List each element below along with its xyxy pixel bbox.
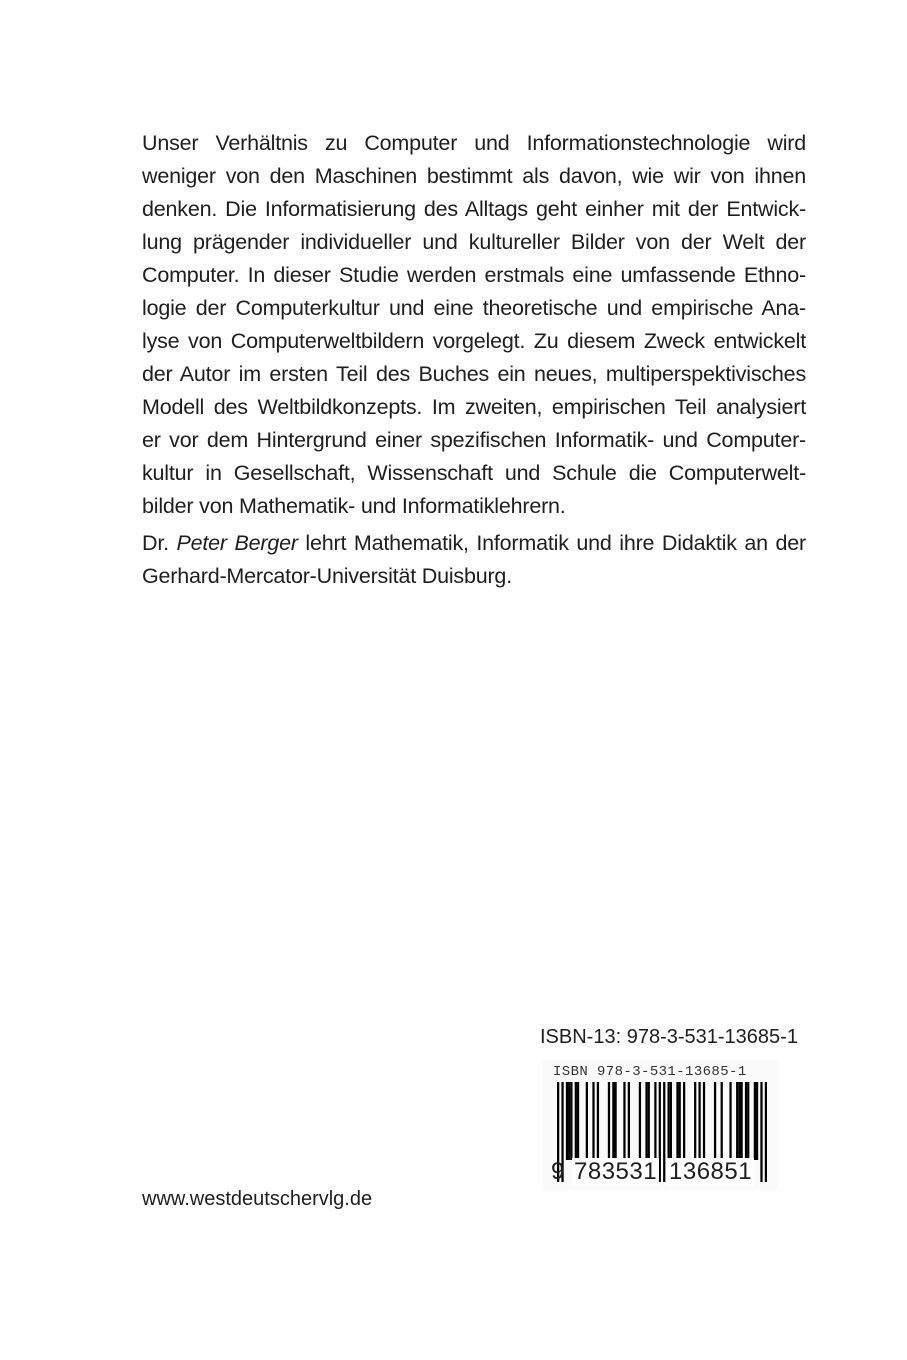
barcode-bar [612, 1082, 614, 1160]
blurb-line: weniger von den Maschinen bestimmt als davon, wie wir von ihnen [142, 164, 806, 188]
barcode-bar [745, 1082, 747, 1160]
blurb-line: Unser Verhältnis zu Computer und Informationstechnologie wird [142, 131, 806, 155]
blurb-line: denken. Die Informatisierung des Alltags geht einher mit der Entwick- [142, 197, 806, 221]
barcode-bar [645, 1082, 647, 1160]
barcode-bar [577, 1082, 579, 1160]
barcode-bar [597, 1082, 599, 1160]
blurb-line: kultur in Gesellschaft, Wissenschaft und Schule die Computerwelt- [142, 461, 806, 485]
barcode-bar [747, 1082, 749, 1160]
barcode-bar [756, 1082, 758, 1160]
author-bio-text: lehrt Mathematik, Informatik und ihre Didaktik an der [297, 531, 806, 555]
blurb-line: er vor dem Hintergrund einer spezifischen Informatik- und Computer- [142, 428, 806, 452]
blurb-line: der Autor im ersten Teil des Buches ein neues, multiperspektivisches [142, 362, 806, 386]
barcode-bar [754, 1082, 756, 1160]
barcode-bar [628, 1082, 630, 1160]
barcode-bar [738, 1082, 740, 1160]
barcode-bar [760, 1082, 762, 1182]
barcode-bar [694, 1082, 696, 1160]
barcode-bar [568, 1082, 570, 1160]
barcode-right-digits: 136851 [669, 1158, 753, 1185]
barcode-bar [740, 1082, 742, 1160]
barcode-bar [736, 1082, 738, 1160]
blurb-line: Computer. In dieser Studie werden erstmals eine umfassende Ethno- [142, 263, 806, 287]
blurb-line: lyse von Computerweltbildern vorgelegt. Zu diesem Zweck entwickelt [142, 329, 806, 353]
barcode-bar [676, 1082, 678, 1160]
blurb-paragraph [142, 127, 806, 523]
blurb-line: bilder von Mathematik- und Informatiklehrern. [142, 494, 566, 518]
barcode-bar [648, 1082, 650, 1160]
author-affiliation: Gerhard-Mercator-Universität Duisburg. [142, 564, 512, 588]
barcode-bar [592, 1082, 594, 1160]
barcode-bar [614, 1082, 616, 1160]
barcode-bar [570, 1082, 572, 1160]
blurb-line: logie der Computerkultur und eine theoretische und empirische Ana- [142, 296, 806, 320]
barcode-bar [679, 1082, 681, 1160]
barcode-bar [765, 1082, 767, 1182]
barcode-left-digits: 783531 [574, 1158, 658, 1185]
author-bio [142, 527, 806, 593]
barcode-bar [623, 1082, 625, 1160]
barcode-bar [668, 1082, 670, 1160]
barcode-bar [703, 1082, 705, 1160]
barcode-bar [566, 1082, 568, 1160]
barcode-bar [608, 1082, 610, 1160]
barcode-bar [654, 1082, 656, 1160]
blurb-line: Modell des Weltbildkonzepts. Im zweiten, empirischen Teil analysiert [142, 395, 806, 419]
barcode-bar [729, 1082, 731, 1160]
barcode-bar [670, 1082, 672, 1160]
barcode-bar [639, 1082, 641, 1160]
barcode-bar [586, 1082, 588, 1160]
barcode-bar [698, 1082, 700, 1160]
barcode-bar [575, 1082, 577, 1160]
barcode-bar [714, 1082, 716, 1160]
barcode-bar [721, 1082, 723, 1160]
barcode-bar [663, 1082, 665, 1182]
author-title: Dr. [142, 531, 177, 555]
barcode-caption: ISBN 978-3-531-13685-1 [553, 1064, 747, 1080]
barcode-first-digit: 9 [551, 1158, 565, 1185]
isbn-13-label: ISBN-13: 978-3-531-13685-1 [540, 1026, 798, 1048]
publisher-website: www.westdeutschervlg.de [142, 1188, 373, 1210]
barcode-bar [683, 1082, 685, 1160]
blurb-line: lung prägender individueller und kultureller Bilder von der Welt der [142, 230, 806, 254]
author-name: Peter Berger [176, 531, 298, 555]
